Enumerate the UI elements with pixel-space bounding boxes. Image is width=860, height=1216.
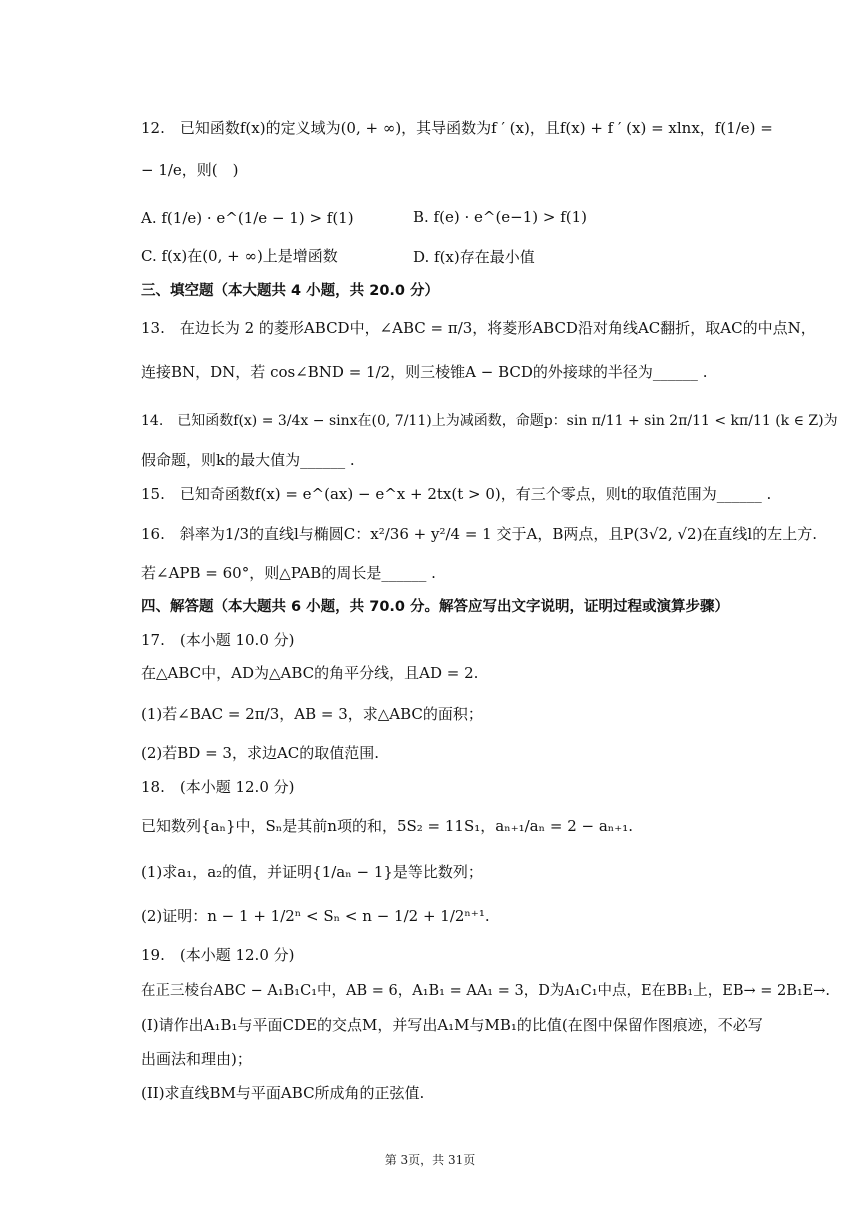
q18-part2: (2)证明：n − 1 + 1/2ⁿ < Sₙ < n − 1/2 + 1/2ⁿ⁺¹. <box>141 907 490 925</box>
q19-part1-line1: (I)请作出A₁B₁与平面CDE的交点M，并写出A₁M与MB₁的比值(在图中保留作图痕迹，不必写 <box>141 1016 763 1034</box>
q12-options-row1 <box>141 208 354 228</box>
q14-line2: 假命题，则k的最大值为______ . <box>141 451 355 469</box>
section4-title: 四、解答题（本大题共 6 小题，共 70.0 分。解答应写出文字说明，证明过程或演算步骤） <box>141 599 730 615</box>
q18-part1: (1)求a₁，a₂的值，并证明{1/aₙ − 1}是等比数列； <box>141 863 483 881</box>
q19-part1-line2: 出画法和理由)； <box>141 1050 252 1068</box>
q12-option-d: D. f(x)存在最小值 <box>413 248 535 266</box>
q13-line1: 13. 在边长为 2 的菱形ABCD中，∠ABC = π/3，将菱形ABCD沿对角线AC翻折，取AC的中点N， <box>141 319 816 337</box>
q18-line1: 已知数列{aₙ}中，Sₙ是其前n项的和，5S₂ = 11S₁，aₙ₊₁/aₙ = 2 − aₙ₊₁. <box>141 817 633 835</box>
q17-head: 17. (本小题 10.0 分) <box>141 631 295 649</box>
section3-title: 三、填空题（本大题共 4 小题，共 20.0 分） <box>141 283 440 299</box>
q17-part1: (1)若∠BAC = 2π/3，AB = 3，求△ABC的面积； <box>141 705 483 723</box>
q19-part2: (II)求直线BM与平面ABC所成角的正弦值. <box>141 1084 425 1102</box>
q18-head: 18. (本小题 12.0 分) <box>141 778 295 796</box>
q12-option-c: C. f(x)在(0, + ∞)上是增函数 <box>141 247 338 265</box>
q19-line1: 在正三棱台ABC − A₁B₁C₁中，AB = 6，A₁B₁ = AA₁ = 3，D为A₁C₁中点，E在BB₁上，EB→ = 2B₁E→. <box>141 983 831 999</box>
q16-line1: 16. 斜率为1/3的直线l与椭圆C：x²/36 + y²/4 = 1 交于A，B两点，且P(3√2, √2)在直线l的左上方. <box>141 525 817 543</box>
q14-line1: 14. 已知函数f(x) = 3/4x − sinx在(0, 7/11)上为减函数，命题p：sin π/11 + sin 2π/11 < kπ/11 (k ∈ Z)为 <box>141 413 838 429</box>
q13-line2: 连接BN，DN，若 cos∠BND = 1/2，则三棱锥A − BCD的外接球的半径为______ . <box>141 363 708 381</box>
q12-option-a: A. f(1/e) · e^(1/e − 1) > f(1) <box>141 209 354 227</box>
page-footer: 第 3页，共 31页 <box>384 1153 476 1167</box>
q15-line1: 15. 已知奇函数f(x) = e^(ax) − e^x + 2tx(t > 0)，有三个零点，则t的取值范围为______ . <box>141 485 772 503</box>
q12-option-b: B. f(e) · e^(e−1) > f(1) <box>413 208 588 226</box>
q16-line2: 若∠APB = 60°，则△PAB的周长是______ . <box>141 564 436 582</box>
q12-stem-line2: − 1/e，则( ) <box>141 161 239 179</box>
q17-part2: (2)若BD = 3，求边AC的取值范围. <box>141 744 380 762</box>
q17-line1: 在△ABC中，AD为△ABC的角平分线，且AD = 2. <box>141 664 479 682</box>
q19-head: 19. (本小题 12.0 分) <box>141 946 295 964</box>
q12-stem-line1: 12. 已知函数f(x)的定义域为(0, + ∞)，其导函数为f ′ (x)，且f(x) + f ′ (x) = xlnx，f(1/e) = <box>141 119 773 137</box>
